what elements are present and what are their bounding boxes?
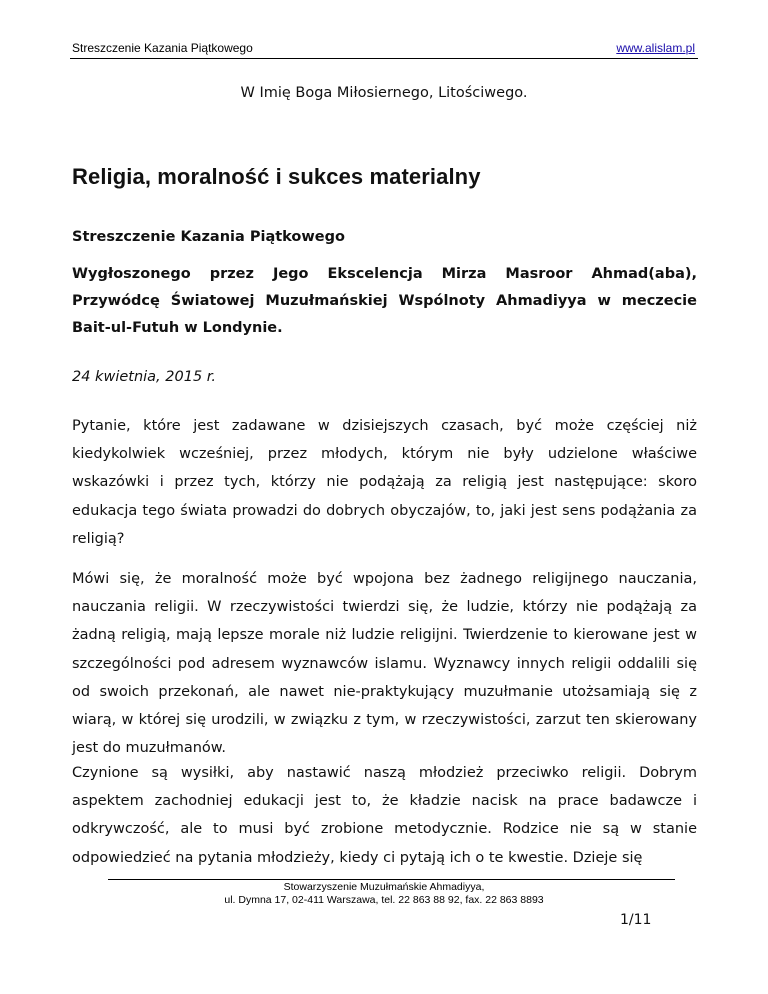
header-document-title: Streszczenie Kazania Piątkowego bbox=[72, 41, 253, 55]
body-paragraph: Czynione są wysiłki, aby nastawić naszą młodzież przeciwko religii. Dobrym aspektem zachodniej edukacji jest to, że kładzie nacisk na prace badawcze i odkrywczość, ale to musi być zrobione metodycznie. Rodzice nie są w stanie odpowiedzieć na pytania młodzieży, kiedy ci pytają ich o te kwestie. Dzieje się bbox=[72, 765, 697, 866]
speaker-attribution: Wygłoszonego przez Jego Ekscelencja Mirza Masroor Ahmad(aba), Przywódcę Światowej Muzułmańskiej Wspólnoty Ahmadiyya w meczecie Bait-ul-Futuh w Londynie. bbox=[72, 266, 697, 336]
footer-organization: Stowarzyszenie Muzułmańskie Ahmadiyya, bbox=[283, 881, 485, 893]
footer-divider bbox=[108, 879, 675, 880]
page-number: 1/11 bbox=[620, 912, 652, 928]
body-paragraph: Pytanie, które jest zadawane w dzisiejszych czasach, być może częściej niż kiedykolwiek wcześniej, przez młodych, którym nie były udzielone właściwe wskazówki i przez tych, którzy nie podążają za religią jest następujące: skoro edukacja tego świata prowadzi do dobrych obyczajów, to, jaki jest sens podążania za religią? bbox=[72, 418, 697, 547]
header-divider bbox=[70, 58, 698, 59]
header-website-link[interactable]: www.alislam.pl bbox=[616, 41, 695, 55]
sermon-date: 24 kwietnia, 2015 r. bbox=[72, 369, 217, 385]
footer-address: ul. Dymna 17, 02-411 Warszawa, tel. 22 863 88 92, fax. 22 863 8893 bbox=[224, 894, 544, 906]
basmala-line: W Imię Boga Miłosiernego, Litościwego. bbox=[240, 85, 528, 101]
page-title: Religia, moralność i sukces materialny bbox=[72, 164, 481, 189]
sermon-subtitle: Streszczenie Kazania Piątkowego bbox=[72, 229, 345, 245]
body-paragraph: Mówi się, że moralność może być wpojona bez żadnego religijnego nauczania, nauczania religii. W rzeczywistości twierdzi się, że ludzie, którzy nie podążają za żadną religią, mają lepsze morale niż ludzie religijni. Twierdzenie to kierowane jest w szczególności pod adresem wyznawców islamu. Wyznawcy innych religii oddalili się od swoich przekonań, ale nawet nie-praktykujący muzułmanie utożsamiają się z wiarą, w której się urodzili, w związku z tym, w rzeczywistości, zarzut ten skierowany jest do muzułmanów. bbox=[72, 571, 697, 757]
